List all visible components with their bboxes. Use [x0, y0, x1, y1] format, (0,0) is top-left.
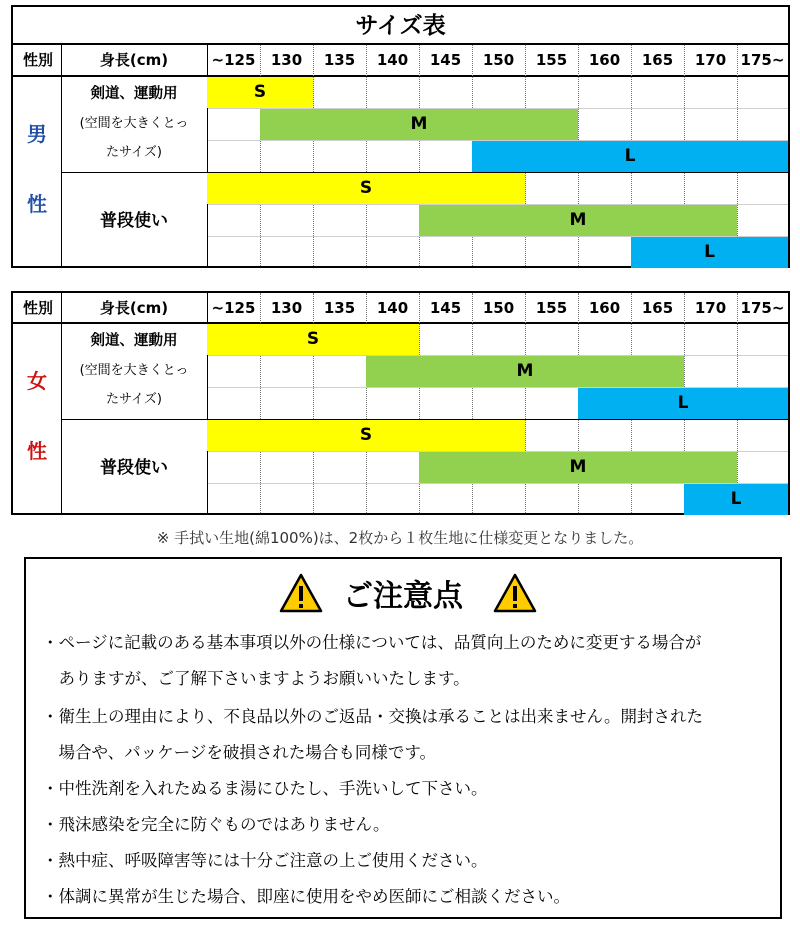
height-header: 身長(cm)	[99, 51, 169, 69]
gender-label: 男	[27, 122, 47, 146]
height-column-header: 155	[535, 299, 568, 317]
gender-label: 性	[27, 192, 47, 216]
height-column-header: 175~	[740, 299, 785, 317]
caution-title: ご注意点	[343, 579, 463, 614]
caution-item: ・衛生上の理由により、不良品以外のご返品・交換は承ることは出来ません。開封された	[42, 707, 703, 726]
size-bar-l: L	[684, 484, 788, 515]
caution-item: ・体調に異常が生じた場合、即座に使用をやめ医師にご相談ください。	[42, 887, 570, 906]
height-column-header: 160	[588, 51, 621, 69]
height-column-header: 165	[641, 299, 674, 317]
height-column-header: ~125	[211, 51, 256, 69]
size-bar-s: S	[207, 324, 419, 355]
size-bar-m: M	[419, 205, 737, 236]
size-table	[11, 291, 790, 515]
height-header: 身長(cm)	[99, 299, 169, 317]
gender-header: 性別	[22, 51, 53, 69]
size-bar-l: L	[578, 388, 788, 419]
size-bar-l: L	[472, 141, 788, 172]
height-column-header: 150	[482, 51, 515, 69]
caution-item: ありますが、ご了解下さいますようお願いいたします。	[42, 669, 470, 688]
usage-label: 剣道、運動用	[90, 333, 178, 349]
usage-note: たサイズ)	[105, 145, 163, 160]
caution-box	[24, 557, 782, 919]
caution-item: 場合や、パッケージを破損された場合も同様です。	[42, 743, 437, 762]
height-column-header: 145	[429, 51, 462, 69]
size-bar-m: M	[366, 356, 684, 387]
caution-item: ・飛沫感染を完全に防ぐものではありません。	[42, 815, 390, 834]
warning-icon	[493, 573, 537, 613]
height-column-header: 140	[376, 299, 409, 317]
height-column-header: 150	[482, 299, 515, 317]
height-column-header: 140	[376, 51, 409, 69]
caution-item: ・中性洗剤を入れたぬるま湯にひたし、手洗いして下さい。	[42, 779, 488, 798]
gender-label: 性	[27, 439, 47, 463]
size-bar-s: S	[207, 420, 525, 451]
usage-label: 普段使い	[100, 211, 168, 231]
height-column-header: 155	[535, 51, 568, 69]
size-bar-m: M	[419, 452, 737, 483]
gender-header: 性別	[22, 299, 53, 317]
gender-label: 女	[27, 369, 47, 393]
height-column-header: 145	[429, 299, 462, 317]
height-column-header: 160	[588, 299, 621, 317]
usage-note: (空間を大きくとっ	[79, 116, 189, 131]
header-divider	[13, 75, 788, 77]
height-column-header: 175~	[740, 51, 785, 69]
height-column-header: 165	[641, 51, 674, 69]
height-column-header: 130	[270, 299, 303, 317]
usage-note: (空間を大きくとっ	[79, 363, 189, 378]
height-column-header: 170	[694, 299, 727, 317]
fabric-note: ※ 手拭い生地(綿100%)は、2枚から１枚生地に仕様変更となりました。	[156, 529, 644, 547]
height-column-header: 135	[323, 51, 356, 69]
height-column-header: 130	[270, 51, 303, 69]
height-column-header: 170	[694, 51, 727, 69]
usage-label: 普段使い	[100, 458, 168, 478]
size-bar-l: L	[631, 237, 788, 268]
height-column-header: 135	[323, 299, 356, 317]
page-title: サイズ表	[11, 5, 790, 43]
column-grid-line	[366, 45, 367, 266]
caution-item: ・熱中症、呼吸障害等には十分ご注意の上ご使用ください。	[42, 851, 488, 870]
height-column-header: ~125	[211, 299, 256, 317]
usage-label: 剣道、運動用	[90, 86, 178, 102]
size-bar-s: S	[207, 173, 525, 204]
size-bar-m: M	[260, 109, 578, 140]
caution-item: ・ページに記載のある基本事項以外の仕様については、品質向上のために変更する場合が	[42, 633, 702, 652]
usage-note: たサイズ)	[105, 392, 163, 407]
size-table	[11, 43, 790, 268]
size-bar-s: S	[207, 77, 313, 108]
column-grid-line	[313, 45, 314, 266]
